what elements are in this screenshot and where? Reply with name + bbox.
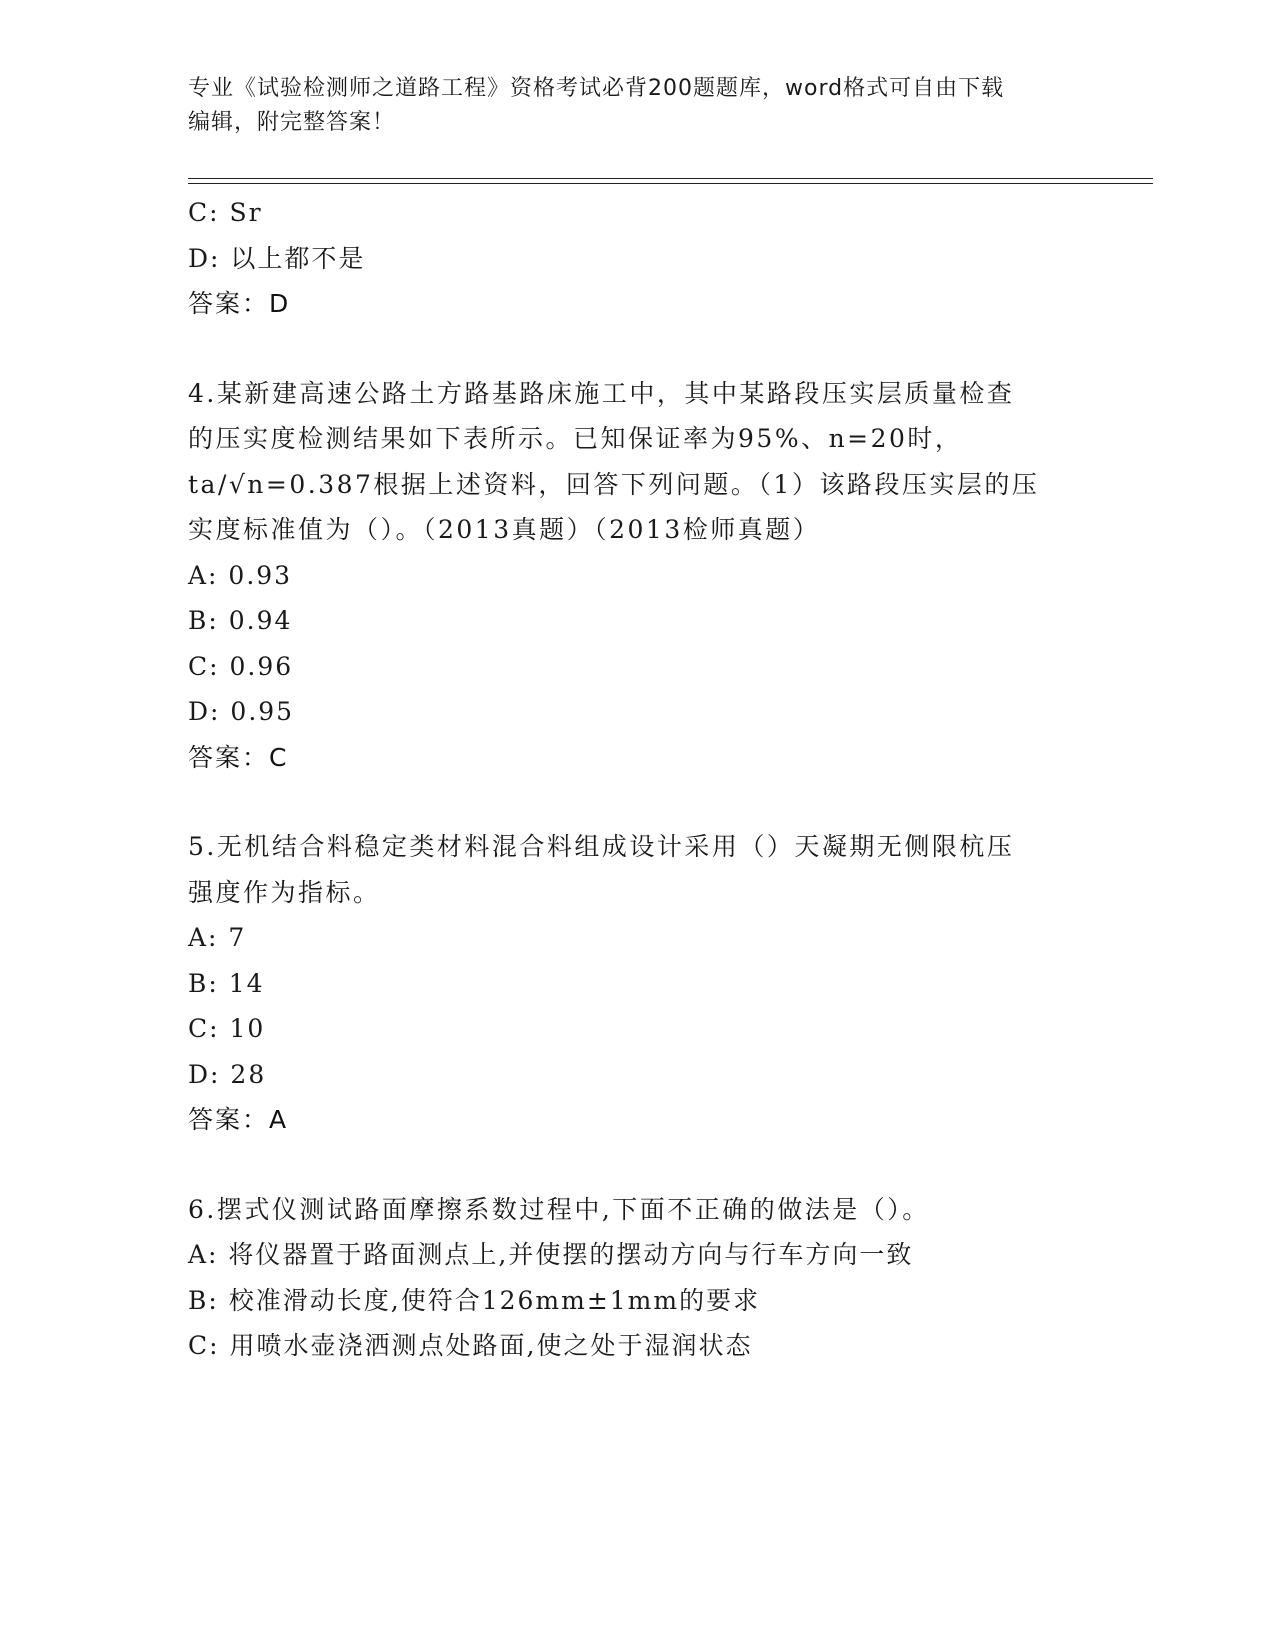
question-text-line: 强度作为指标。 [188,877,381,907]
option-d: D: 以上都不是 [188,243,366,273]
spacer [188,780,1088,824]
option-c: C: Sr [188,198,263,227]
answer: 答案：D [188,289,291,318]
option-c: C: 用喷水壶浇洒测点处路面,使之处于湿润状态 [188,1331,753,1360]
question-text-line: ta/√n=0.387根据上述资料，回答下列问题。（1）该路段压实层的压 [188,469,1040,499]
option-b: B: 14 [188,968,265,998]
header-line-2: 编辑，附完整答案！ [188,110,396,135]
option-a: A: 将仪器置于路面测点上,并使摆的摆动方向与行车方向一致 [188,1240,914,1269]
header-divider-top [188,178,1153,179]
question-5 [188,824,1088,1143]
option-a: A: 7 [188,923,247,952]
option-a: A: 0.93 [188,560,293,590]
spacer [188,327,1088,371]
option-d: D: 0.95 [188,697,295,726]
question-4 [188,371,1088,781]
option-c: C: 10 [188,1014,266,1043]
option-d: D: 28 [188,1059,267,1089]
document-header [188,72,1088,140]
previous-question-fragment [188,190,1088,327]
question-content [188,190,1088,1369]
option-c: C: 0.96 [188,651,294,681]
answer: 答案：A [188,1105,289,1134]
option-b: B: 校准滑动长度,使符合126mm±1mm的要求 [188,1285,761,1315]
question-text-line: 5.无机结合料稳定类材料混合料组成设计采用（）天凝期无侧限杭压 [188,832,1015,861]
question-6 [188,1187,1088,1369]
answer: 答案：C [188,742,289,772]
question-text-line: 4.某新建高速公路土方路基路床施工中，其中某路段压实层质量检查 [188,378,1015,408]
option-b: B: 0.94 [188,606,293,635]
question-text-line: 6.摆式仪测试路面摩擦系数过程中,下面不正确的做法是（）。 [188,1194,930,1224]
spacer [188,1143,1088,1187]
question-text-line: 实度标准值为（）。（2013真题）（2013检师真题） [188,515,821,544]
question-text-line: 的压实度检测结果如下表所示。已知保证率为95%、n=20时， [188,424,963,453]
header-line-1: 专业《试验检测师之道路工程》资格考试必背200题题库，word格式可自由下载 [188,76,1005,101]
header-divider-bottom [188,183,1153,184]
